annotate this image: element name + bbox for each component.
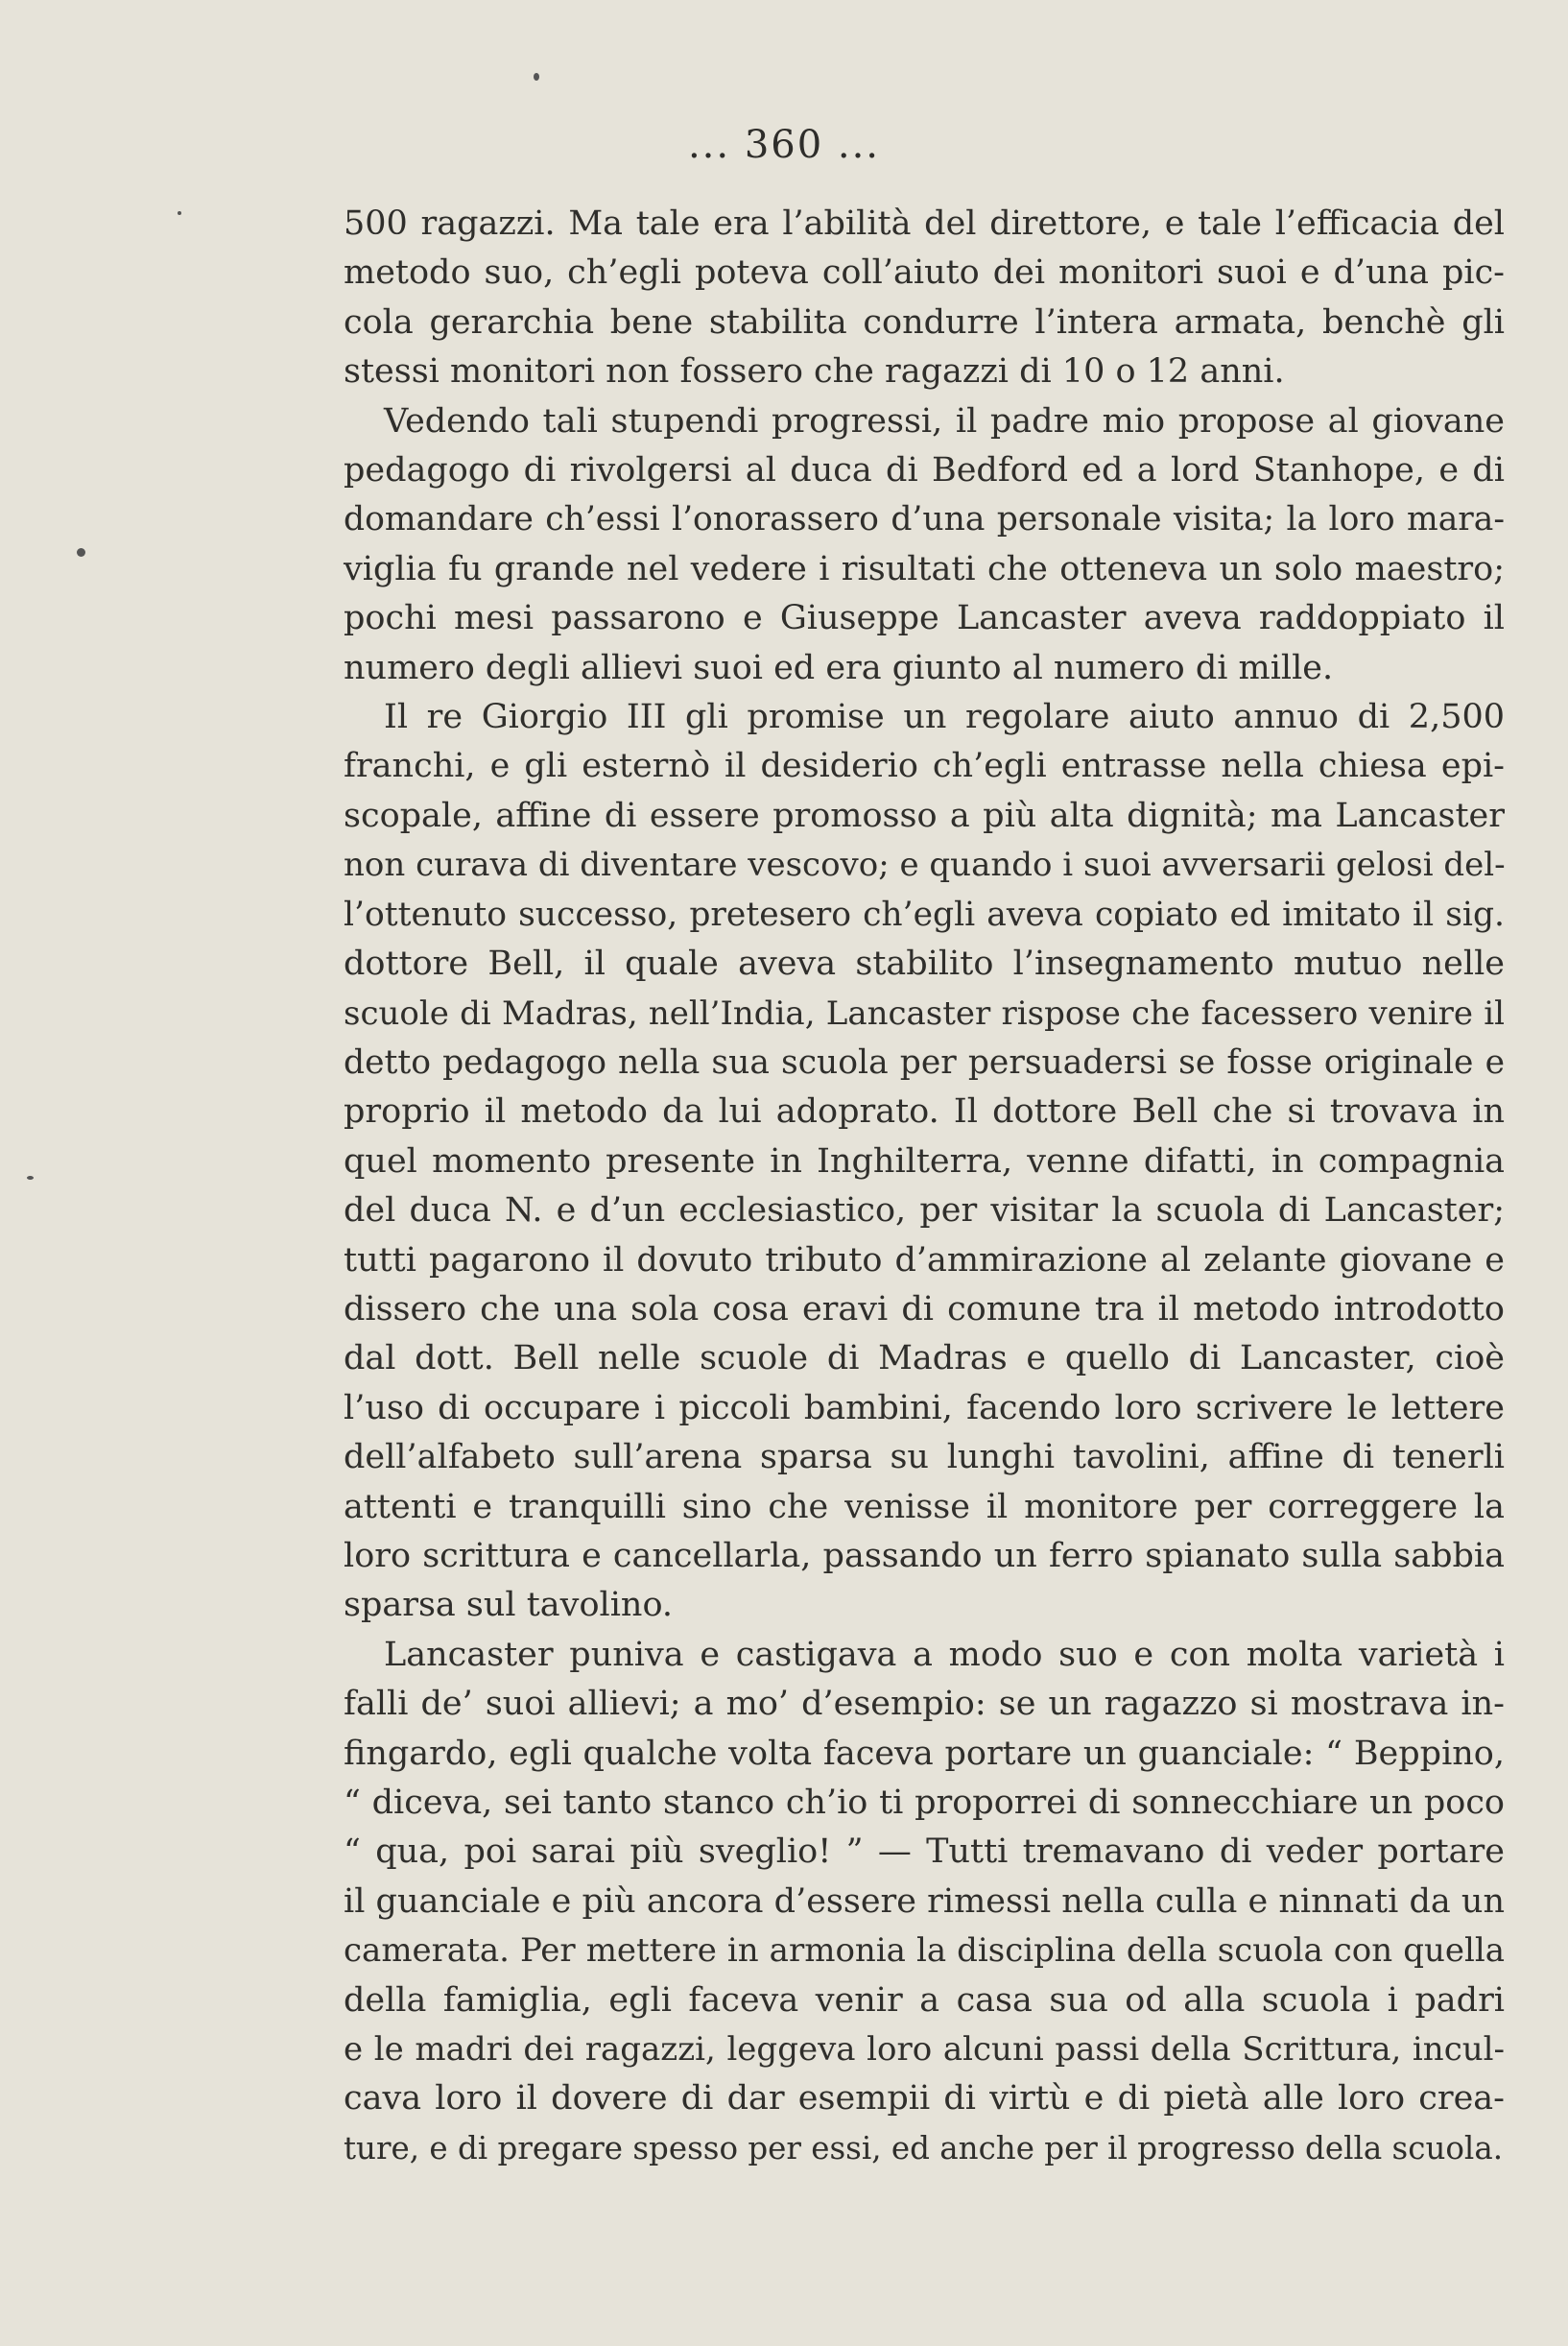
text-line: tutti pagarono il dovuto tributo d’ammirazione al zelante giovane e [344,1240,1505,1280]
ink-speck [27,1176,34,1180]
text-line: scopale, affine di essere promosso a più alta dignità; ma Lancaster [344,796,1505,835]
page-number: ... 360 ... [687,123,881,167]
text-line: e le madri dei ragazzi, leggeva loro alcuni passi della Scrittura, incul- [344,2030,1505,2070]
text-line: metodo suo, ch’egli poteva coll’aiuto dei monitori suoi e d’una pic- [344,253,1505,293]
ink-speck [178,211,181,215]
text-line: il guanciale e più ancora d’essere rimessi nella culla e ninnati da un [344,1881,1505,1921]
page-body-text [344,200,1505,2173]
paragraph [344,397,1505,693]
text-line: scuole di Madras, nell’India, Lancaster rispose che facessero venire il [344,993,1505,1033]
text-line: sparsa sul tavolino. [344,1586,674,1625]
ink-speck [77,548,85,557]
text-line: quel momento presente in Inghilterra, venne difatti, in compagnia [344,1141,1505,1181]
text-line: detto pedagogo nella sua scuola per persuadersi se fosse originale e [344,1042,1505,1082]
text-line: stessi monitori non fossero che ragazzi di 10 o 12 anni. [344,352,1285,392]
text-line: dal dott. Bell nelle scuole di Madras e quello di Lancaster, cioè [344,1339,1505,1378]
text-line: Vedendo tali stupendi progressi, il padre mio propose al giovane [384,401,1505,441]
text-line: non curava di diventare vescovo; e quando i suoi avversarii gelosi del- [344,846,1506,885]
text-line: “ diceva, sei tanto stanco ch’io ti proporrei di sonnecchiare un poco [344,1783,1505,1822]
text-line: Il re Giorgio III gli promise un regolare aiuto annuo di 2,500 [384,698,1505,737]
text-line: “ qua, poi sarai più sveglio! ” — Tutti tremavano di veder portare [344,1832,1505,1872]
text-line: cava loro il dovere di dar esempii di virtù e di pietà alle loro crea- [344,2079,1505,2119]
text-line: pedagogo di rivolgersi al duca di Bedford ed a lord Stanhope, e di [344,451,1505,491]
text-line: dissero che una sola cosa eravi di comune tra il metodo introdotto [344,1289,1505,1329]
text-line: dottore Bell, il quale aveva stabilito l’insegnamento mutuo nelle [344,945,1505,984]
text-line: franchi, e gli esternò il desiderio ch’egli entrasse nella chiesa epi- [344,747,1505,786]
text-line: l’ottenuto successo, pretesero ch’egli aveva copiato ed imitato il sig. [344,895,1505,934]
text-line: dell’alfabeto sull’arena sparsa su lunghi tavolini, affine di tenerli [344,1438,1505,1477]
text-line: fingardo, egli qualche volta faceva portare un guanciale: “ Beppino, [344,1734,1505,1773]
paragraph [344,200,1505,397]
text-line: domandare ch’essi l’onorassero d’una personale visita; la loro mara- [344,500,1505,539]
text-line: numero degli allievi suoi ed era giunto al numero di mille. [344,648,1334,687]
text-line: attenti e tranquilli sino che venisse il monitore per correggere la [344,1487,1505,1526]
paragraph [344,1631,1505,2173]
text-line: del duca N. e d’un ecclesiastico, per visitar la scuola di Lancaster; [344,1191,1505,1231]
text-line: pochi mesi passarono e Giuseppe Lancaster aveva raddoppiato il [344,599,1505,638]
paragraph [344,693,1505,1631]
ink-speck [534,73,539,81]
text-line: viglia fu grande nel vedere i risultati che otteneva un solo maestro; [344,549,1505,588]
text-line: della famiglia, egli faceva venir a casa sua od alla scuola i padri [344,1980,1505,2020]
text-line: cola gerarchia bene stabilita condurre l’intera armata, benchè gli [344,302,1505,342]
text-line: l’uso di occupare i piccoli bambini, facendo loro scrivere le lettere [344,1388,1505,1427]
text-line: Lancaster puniva e castigava a modo suo e con molta varietà i [384,1635,1505,1674]
text-line: 500 ragazzi. Ma tale era l’abilità del direttore, e tale l’efficacia del [344,204,1505,243]
text-line: camerata. Per mettere in armonia la disciplina della scuola con quella [344,1931,1505,1971]
text-line: falli de’ suoi allievi; a mo’ d’esempio: se un ragazzo si mostrava in- [344,1685,1505,1724]
text-line: loro scrittura e cancellarla, passando un ferro spianato sulla sabbia [344,1536,1505,1575]
text-line: proprio il metodo da lui adoprato. Il dottore Bell che si trovava in [344,1092,1505,1132]
text-line: ture, e di pregare spesso per essi, ed anche per il progresso della scuola. [344,2129,1504,2166]
